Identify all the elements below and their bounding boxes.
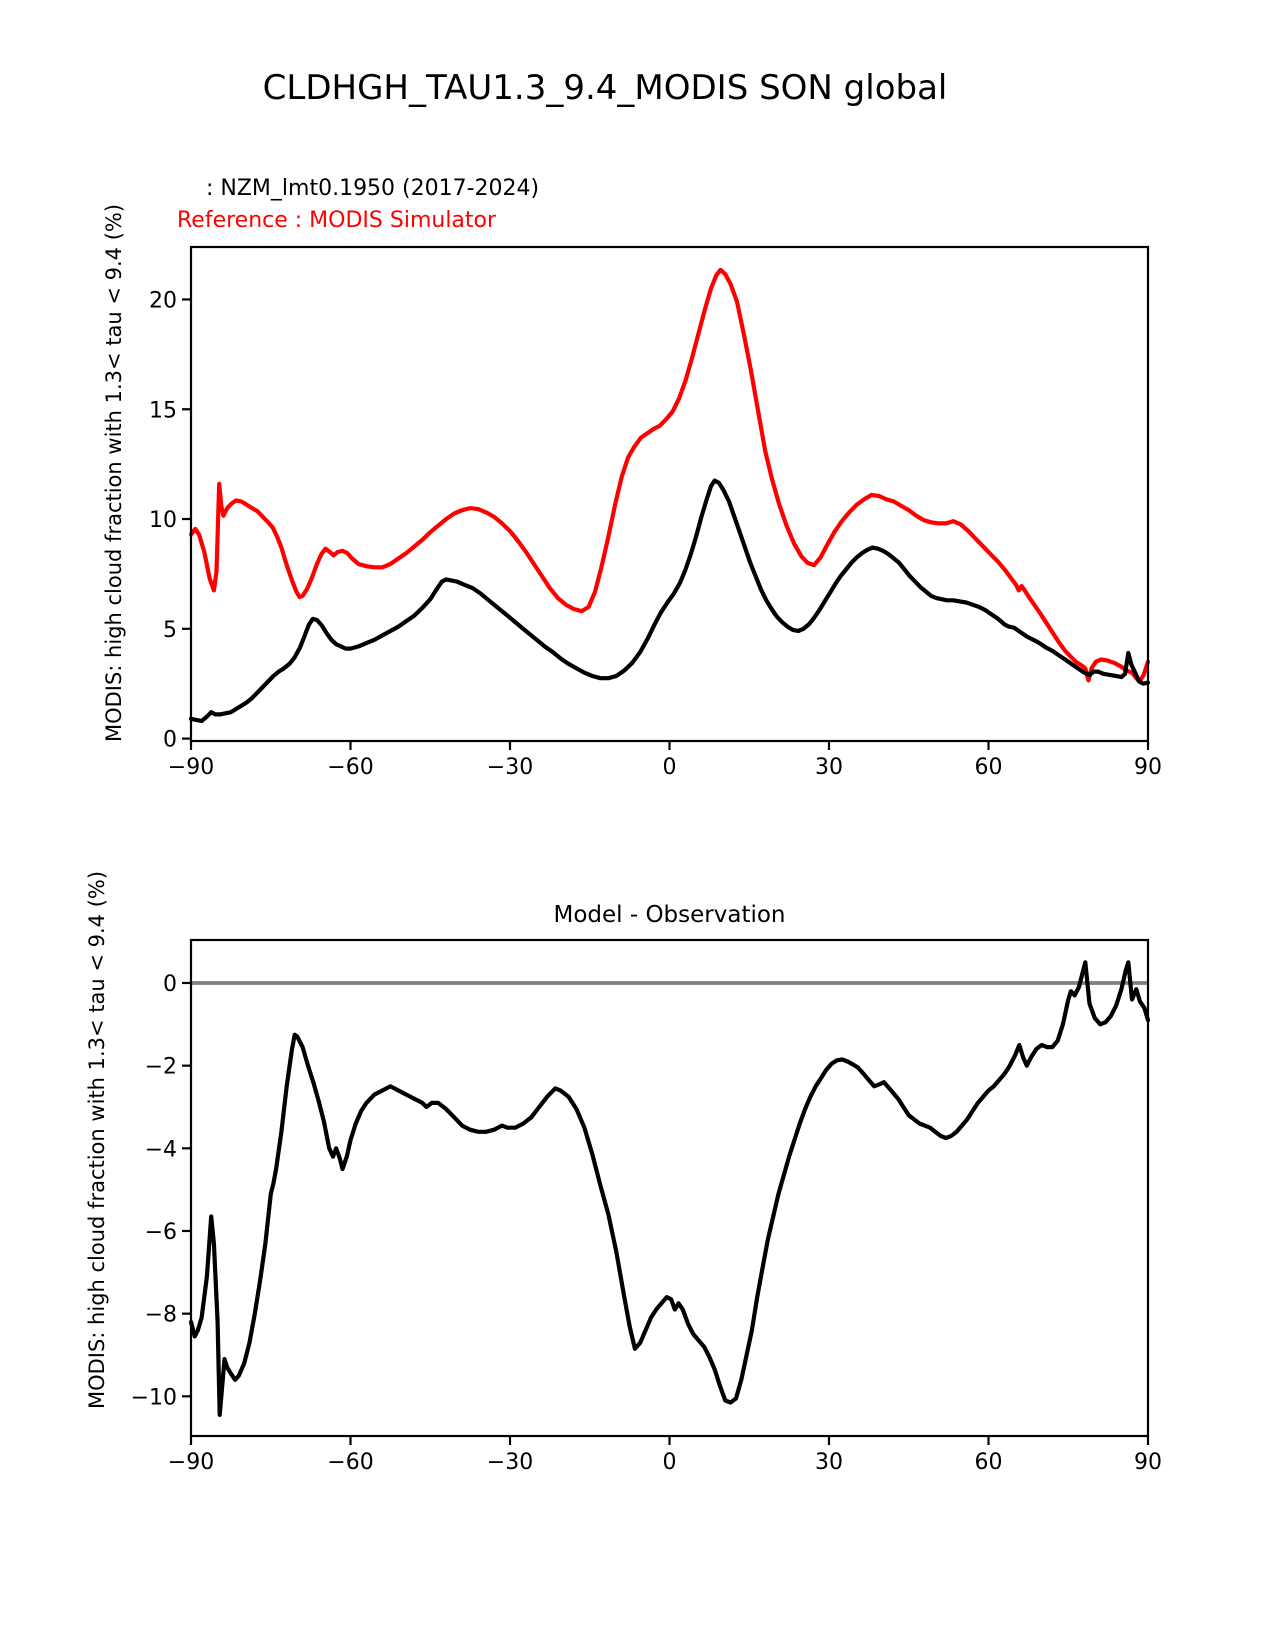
bottom-panel-series-0: [191, 962, 1148, 1415]
top-panel-spines: [191, 247, 1148, 741]
bottom-panel-xtick-label: 0: [662, 1450, 677, 1475]
bottom-panel-title: Model - Observation: [553, 902, 786, 928]
bottom-panel-xtick-label: 30: [815, 1450, 843, 1475]
top-panel-xtick-label: 60: [974, 755, 1003, 780]
legend-model-label: : NZM_lmt0.1950 (2017-2024): [199, 176, 540, 201]
bottom-panel-xtick-label: −60: [327, 1450, 374, 1475]
bottom-panel-ytick-label: −6: [144, 1219, 177, 1245]
top-panel-ytick-label: 10: [149, 508, 177, 534]
top-panel-xtick-label: −60: [327, 755, 374, 780]
top-panel-series-0: [191, 270, 1148, 682]
bottom-panel-xtick-label: 90: [1134, 1450, 1162, 1475]
top-panel-xtick-label: 30: [815, 755, 843, 780]
bottom-panel-xtick-label: −30: [486, 1450, 534, 1475]
top-panel-ytick-label: 15: [149, 398, 177, 424]
top-panel-ytick-label: 5: [163, 617, 177, 643]
bottom-panel-spines: [191, 940, 1148, 1436]
bottom-panel-ytick-label: −4: [144, 1137, 177, 1163]
bottom-panel-xtick-label: 60: [974, 1450, 1003, 1475]
top-panel-ytick-label: 0: [163, 727, 177, 753]
bottom-panel-ytick-label: −8: [144, 1302, 177, 1328]
top-panel-xtick-label: −90: [167, 755, 215, 780]
legend-reference-label: Reference : MODIS Simulator: [177, 208, 497, 233]
top-panel-xtick-label: −30: [486, 755, 534, 780]
bottom-panel-xtick-label: −90: [167, 1450, 215, 1475]
figure-title: CLDHGH_TAU1.3_9.4_MODIS SON global: [262, 68, 948, 108]
top-panel-xtick-label: 90: [1134, 755, 1162, 780]
bottom-panel-ylabel: MODIS: high cloud fraction with 1.3< tau < 9.4 (%): [85, 870, 109, 1410]
top-panel-xtick-label: 0: [662, 755, 677, 780]
top-panel-ylabel: MODIS: high cloud fraction with 1.3< tau < 9.4 (%): [102, 203, 126, 743]
bottom-panel-ytick-label: −10: [130, 1385, 177, 1411]
bottom-panel-ytick-label: −2: [144, 1054, 177, 1080]
top-panel-ytick-label: 20: [149, 288, 177, 314]
top-panel-series-1: [191, 481, 1148, 721]
bottom-panel-ytick-label: 0: [163, 971, 177, 997]
